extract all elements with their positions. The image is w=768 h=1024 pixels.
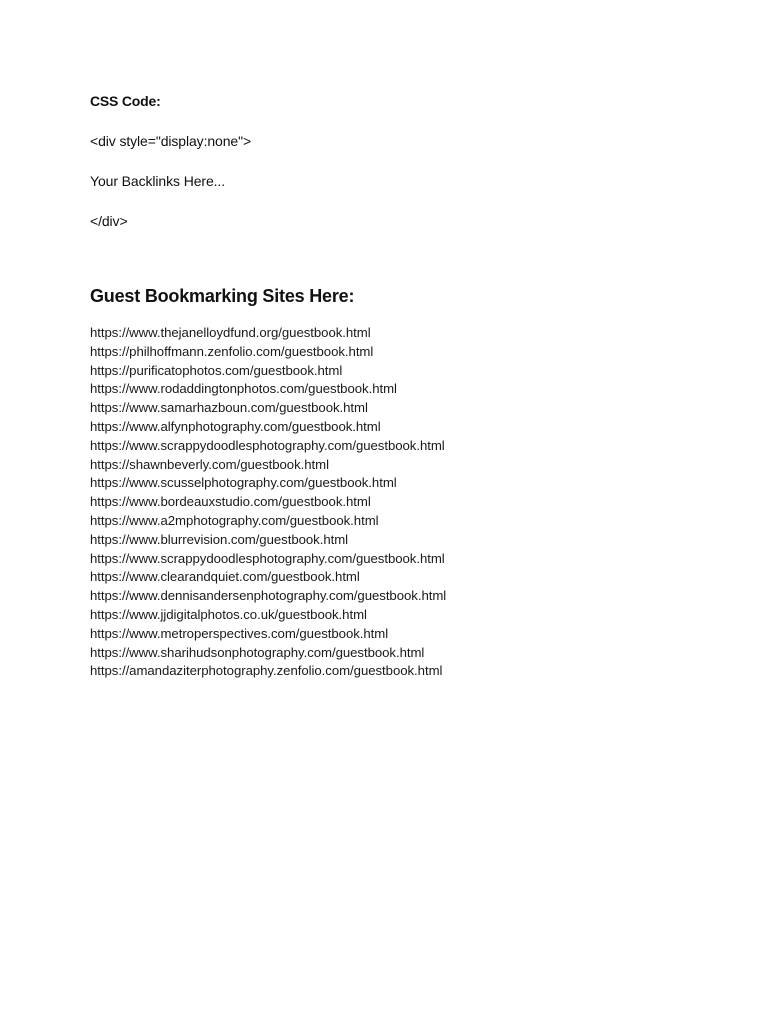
bookmark-link-item: https://www.jjdigitalphotos.co.uk/guestbook.html	[90, 606, 367, 622]
bookmark-link-item: https://purificatophotos.com/guestbook.html	[90, 362, 343, 378]
bookmark-link-item: https://www.scusselphotography.com/guestbook.html	[90, 475, 397, 491]
bookmark-link-item: https://www.scrappydoodlesphotography.com/guestbook.html	[90, 550, 445, 566]
bookmark-link-item: https://amandaziterphotography.zenfolio.com/guestbook.html	[90, 663, 443, 679]
spacer	[90, 110, 730, 132]
bookmark-link-item: https://www.clearandquiet.com/guestbook.html	[90, 569, 360, 585]
bookmark-link-item: https://www.thejanelloydfund.org/guestbook.html	[90, 325, 371, 340]
bookmark-link-item: https://www.blurrevision.com/guestbook.html	[90, 531, 349, 547]
bookmark-link-item: https://www.sharihudsonphotography.com/guestbook.html	[90, 644, 425, 660]
spacer	[90, 150, 730, 172]
code-line-open-div: <div style="display:none">	[90, 133, 252, 149]
bookmark-link-item: https://www.bordeauxstudio.com/guestbook.html	[90, 494, 371, 510]
bookmark-link-item: https://www.metroperspectives.com/guestbook.html	[90, 625, 389, 641]
spacer	[90, 230, 730, 284]
bookmarking-sites-heading: Guest Bookmarking Sites Here:	[90, 286, 355, 306]
code-line-close-div: </div>	[90, 213, 128, 229]
bookmark-link-item: https://www.dennisandersenphotography.com/guestbook.html	[90, 588, 447, 604]
spacer	[90, 308, 730, 324]
spacer	[90, 190, 730, 212]
document-content	[90, 92, 730, 681]
bookmark-link-item: https://www.a2mphotography.com/guestbook.html	[90, 512, 379, 528]
bookmark-link-item: https://philhoffmann.zenfolio.com/guestbook.html	[90, 343, 374, 359]
code-line-backlinks: Your Backlinks Here...	[90, 173, 226, 189]
bookmark-link-item: https://www.rodaddingtonphotos.com/guestbook.html	[90, 381, 397, 397]
bookmark-link-item: https://www.scrappydoodlesphotography.com/guestbook.html	[90, 437, 445, 453]
css-code-label: CSS Code:	[90, 93, 161, 109]
bookmark-link-list	[90, 324, 730, 681]
bookmark-link-item: https://shawnbeverly.com/guestbook.html	[90, 456, 329, 472]
bookmark-link-item: https://www.samarhazboun.com/guestbook.html	[90, 400, 368, 416]
bookmark-link-item: https://www.alfynphotography.com/guestbook.html	[90, 418, 381, 434]
